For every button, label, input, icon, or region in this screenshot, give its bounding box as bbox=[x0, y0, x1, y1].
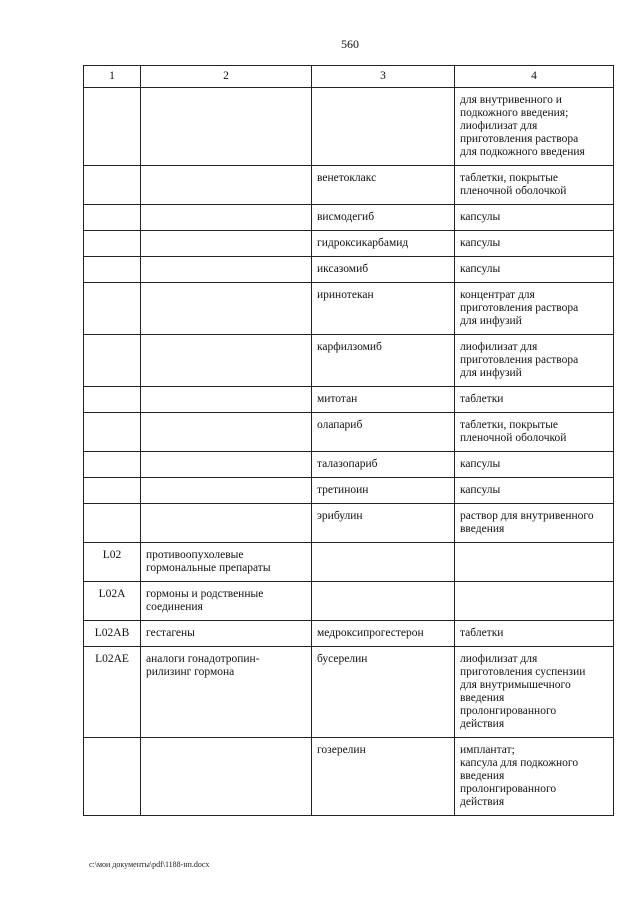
atc-code-cell bbox=[84, 231, 141, 257]
file-path-footer: c:\мои документы\pdf\1188-нп.docx bbox=[89, 860, 210, 869]
drug-name-cell: иксазомиб bbox=[312, 257, 455, 283]
drug-name-cell: венетоклакс bbox=[312, 166, 455, 205]
table-row bbox=[84, 478, 614, 504]
group-name-cell bbox=[141, 335, 312, 387]
drug-table bbox=[83, 65, 614, 816]
dosage-form-cell: таблетки, покрытые пленочной оболочкой bbox=[455, 166, 614, 205]
atc-code-cell: L02AE bbox=[84, 647, 141, 738]
drug-name-cell: иринотекан bbox=[312, 283, 455, 335]
atc-code-cell: L02A bbox=[84, 582, 141, 621]
header-col-4: 4 bbox=[455, 66, 614, 88]
table-row bbox=[84, 231, 614, 257]
table-row bbox=[84, 283, 614, 335]
dosage-form-cell: капсулы bbox=[455, 257, 614, 283]
drug-name-cell: эрибулин bbox=[312, 504, 455, 543]
table-row bbox=[84, 335, 614, 387]
drug-name-cell: бусерелин bbox=[312, 647, 455, 738]
page-number: 560 bbox=[341, 37, 359, 51]
header-col-3: 3 bbox=[312, 66, 455, 88]
group-name-cell bbox=[141, 413, 312, 452]
table-row bbox=[84, 166, 614, 205]
atc-code-cell bbox=[84, 478, 141, 504]
drug-name-cell: гидроксикарбамид bbox=[312, 231, 455, 257]
table-row bbox=[84, 504, 614, 543]
drug-name-cell: висмодегиб bbox=[312, 205, 455, 231]
dosage-form-cell: таблетки, покрытые пленочной оболочкой bbox=[455, 413, 614, 452]
atc-code-cell bbox=[84, 387, 141, 413]
table-row bbox=[84, 452, 614, 478]
drug-name-cell: талазопариб bbox=[312, 452, 455, 478]
atc-code-cell bbox=[84, 738, 141, 816]
group-name-cell: гормоны и родственные соединения bbox=[141, 582, 312, 621]
atc-code-cell bbox=[84, 166, 141, 205]
atc-code-cell bbox=[84, 504, 141, 543]
atc-code-cell bbox=[84, 335, 141, 387]
table-row bbox=[84, 582, 614, 621]
drug-name-cell: карфилзомиб bbox=[312, 335, 455, 387]
group-name-cell: гестагены bbox=[141, 621, 312, 647]
group-name-cell bbox=[141, 478, 312, 504]
dosage-form-cell: концентрат для приготовления раствора для инфузий bbox=[455, 283, 614, 335]
drug-name-cell: третиноин bbox=[312, 478, 455, 504]
group-name-cell bbox=[141, 283, 312, 335]
group-name-cell bbox=[141, 88, 312, 166]
drug-name-cell: гозерелин bbox=[312, 738, 455, 816]
header-col-2: 2 bbox=[141, 66, 312, 88]
atc-code-cell: L02 bbox=[84, 543, 141, 582]
group-name-cell bbox=[141, 166, 312, 205]
dosage-form-cell: для внутривенного и подкожного введения; лиофилизат для приготовления раствора для подкожного введения bbox=[455, 88, 614, 166]
atc-code-cell bbox=[84, 283, 141, 335]
dosage-form-cell: раствор для внутривенного введения bbox=[455, 504, 614, 543]
group-name-cell: противоопухолевые гормональные препараты bbox=[141, 543, 312, 582]
drug-name-cell bbox=[312, 88, 455, 166]
group-name-cell bbox=[141, 231, 312, 257]
dosage-form-cell: таблетки bbox=[455, 621, 614, 647]
dosage-form-cell: имплантат; капсула для подкожного введения пролонгированного действия bbox=[455, 738, 614, 816]
atc-code-cell: L02AB bbox=[84, 621, 141, 647]
dosage-form-cell bbox=[455, 582, 614, 621]
group-name-cell bbox=[141, 452, 312, 478]
table-row bbox=[84, 621, 614, 647]
dosage-form-cell: капсулы bbox=[455, 231, 614, 257]
atc-code-cell bbox=[84, 205, 141, 231]
atc-code-cell bbox=[84, 257, 141, 283]
group-name-cell bbox=[141, 738, 312, 816]
atc-code-cell bbox=[84, 413, 141, 452]
group-name-cell bbox=[141, 387, 312, 413]
group-name-cell: аналоги гонадотропин- рилизинг гормона bbox=[141, 647, 312, 738]
drug-name-cell: митотан bbox=[312, 387, 455, 413]
drug-name-cell bbox=[312, 543, 455, 582]
table-row bbox=[84, 413, 614, 452]
dosage-form-cell bbox=[455, 543, 614, 582]
table-row bbox=[84, 738, 614, 816]
atc-code-cell bbox=[84, 452, 141, 478]
table-row bbox=[84, 88, 614, 166]
table-row bbox=[84, 205, 614, 231]
group-name-cell bbox=[141, 205, 312, 231]
group-name-cell bbox=[141, 504, 312, 543]
dosage-form-cell: капсулы bbox=[455, 205, 614, 231]
dosage-form-cell: таблетки bbox=[455, 387, 614, 413]
drug-name-cell: олапариб bbox=[312, 413, 455, 452]
dosage-form-cell: капсулы bbox=[455, 452, 614, 478]
dosage-form-cell: лиофилизат для приготовления раствора для инфузий bbox=[455, 335, 614, 387]
table-header-row bbox=[84, 66, 614, 88]
atc-code-cell bbox=[84, 88, 141, 166]
drug-name-cell bbox=[312, 582, 455, 621]
dosage-form-cell: капсулы bbox=[455, 478, 614, 504]
group-name-cell bbox=[141, 257, 312, 283]
table-row bbox=[84, 647, 614, 738]
drug-name-cell: медроксипрогестерон bbox=[312, 621, 455, 647]
table-row bbox=[84, 543, 614, 582]
dosage-form-cell: лиофилизат для приготовления суспензии для внутримышечного введения пролонгированного действия bbox=[455, 647, 614, 738]
table-row bbox=[84, 257, 614, 283]
table-row bbox=[84, 387, 614, 413]
header-col-1: 1 bbox=[84, 66, 141, 88]
